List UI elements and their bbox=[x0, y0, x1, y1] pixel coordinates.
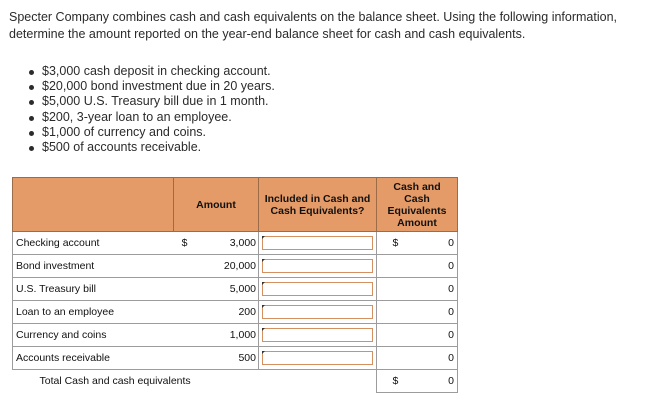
row-label: Bond investment bbox=[13, 255, 174, 278]
included-cell bbox=[259, 278, 377, 301]
equivalents-dollar-sign bbox=[377, 347, 414, 370]
header-equivalents-amount: Cash and Cash Equivalents Amount bbox=[377, 178, 458, 232]
row-label: U.S. Treasury bill bbox=[13, 278, 174, 301]
total-included-blank bbox=[259, 370, 377, 393]
list-item: $1,000 of currency and coins. bbox=[27, 125, 275, 140]
total-row bbox=[13, 370, 458, 393]
equivalents-amount-value: 0 bbox=[414, 278, 458, 301]
amount-value: 1,000 bbox=[196, 324, 259, 347]
row-label: Loan to an employee bbox=[13, 301, 174, 324]
equivalents-amount-value: 0 bbox=[414, 347, 458, 370]
included-cell bbox=[259, 301, 377, 324]
equivalents-dollar-sign bbox=[377, 255, 414, 278]
table-row bbox=[13, 278, 458, 301]
table-row bbox=[13, 324, 458, 347]
dollar-sign bbox=[174, 301, 196, 324]
included-cell bbox=[259, 347, 377, 370]
question-prompt bbox=[9, 9, 661, 43]
included-dropdown[interactable] bbox=[262, 351, 373, 365]
row-label: Currency and coins bbox=[13, 324, 174, 347]
table-row bbox=[13, 347, 458, 370]
dollar-sign bbox=[174, 324, 196, 347]
amount-value: 20,000 bbox=[196, 255, 259, 278]
list-item: $20,000 bond investment due in 20 years. bbox=[27, 79, 275, 94]
total-dollar-sign: $ bbox=[377, 370, 414, 393]
included-dropdown[interactable] bbox=[262, 282, 373, 296]
dollar-sign bbox=[174, 278, 196, 301]
included-cell bbox=[259, 324, 377, 347]
equivalents-amount-value: 0 bbox=[414, 301, 458, 324]
list-item: $3,000 cash deposit in checking account. bbox=[27, 64, 275, 79]
total-amount-blank bbox=[196, 370, 259, 393]
included-cell bbox=[259, 255, 377, 278]
equivalents-dollar-sign bbox=[377, 301, 414, 324]
dollar-sign bbox=[174, 347, 196, 370]
cash-equivalents-worksheet bbox=[12, 177, 458, 393]
included-dropdown[interactable] bbox=[262, 305, 373, 319]
table-row bbox=[13, 232, 458, 255]
included-dropdown[interactable] bbox=[262, 236, 373, 250]
included-dropdown[interactable] bbox=[262, 259, 373, 273]
dollar-sign: $ bbox=[174, 232, 196, 255]
row-label: Accounts receivable bbox=[13, 347, 174, 370]
amount-value: 3,000 bbox=[196, 232, 259, 255]
equivalents-dollar-sign bbox=[377, 278, 414, 301]
amount-value: 200 bbox=[196, 301, 259, 324]
table-row bbox=[13, 301, 458, 324]
header-included: Included in Cash and Cash Equivalents? bbox=[259, 178, 377, 232]
total-label: Total Cash and cash equivalents bbox=[39, 375, 191, 387]
list-item: $5,000 U.S. Treasury bill due in 1 month. bbox=[27, 94, 275, 109]
row-label: Checking account bbox=[13, 232, 174, 255]
equivalents-amount-value: 0 bbox=[414, 255, 458, 278]
table-header-row bbox=[13, 178, 458, 232]
amount-value: 5,000 bbox=[196, 278, 259, 301]
list-item: $200, 3-year loan to an employee. bbox=[27, 110, 275, 125]
dollar-sign bbox=[174, 255, 196, 278]
equivalents-dollar-sign: $ bbox=[377, 232, 414, 255]
total-equivalents-amount: 0 bbox=[414, 370, 458, 393]
equivalents-dollar-sign bbox=[377, 324, 414, 347]
table-row bbox=[13, 255, 458, 278]
amount-value: 500 bbox=[196, 347, 259, 370]
included-cell bbox=[259, 232, 377, 255]
header-blank-cell bbox=[13, 178, 174, 232]
included-dropdown[interactable] bbox=[262, 328, 373, 342]
header-amount: Amount bbox=[174, 178, 259, 232]
equivalents-amount-value: 0 bbox=[414, 324, 458, 347]
list-item: $500 of accounts receivable. bbox=[27, 140, 275, 155]
equivalents-amount-value: 0 bbox=[414, 232, 458, 255]
given-information-list bbox=[27, 64, 275, 155]
question-text: Specter Company combines cash and cash equivalents on the balance sheet. Using the following information, determine the amount reported on the year-end balance sheet for cash and cash equivalents. bbox=[9, 10, 617, 41]
